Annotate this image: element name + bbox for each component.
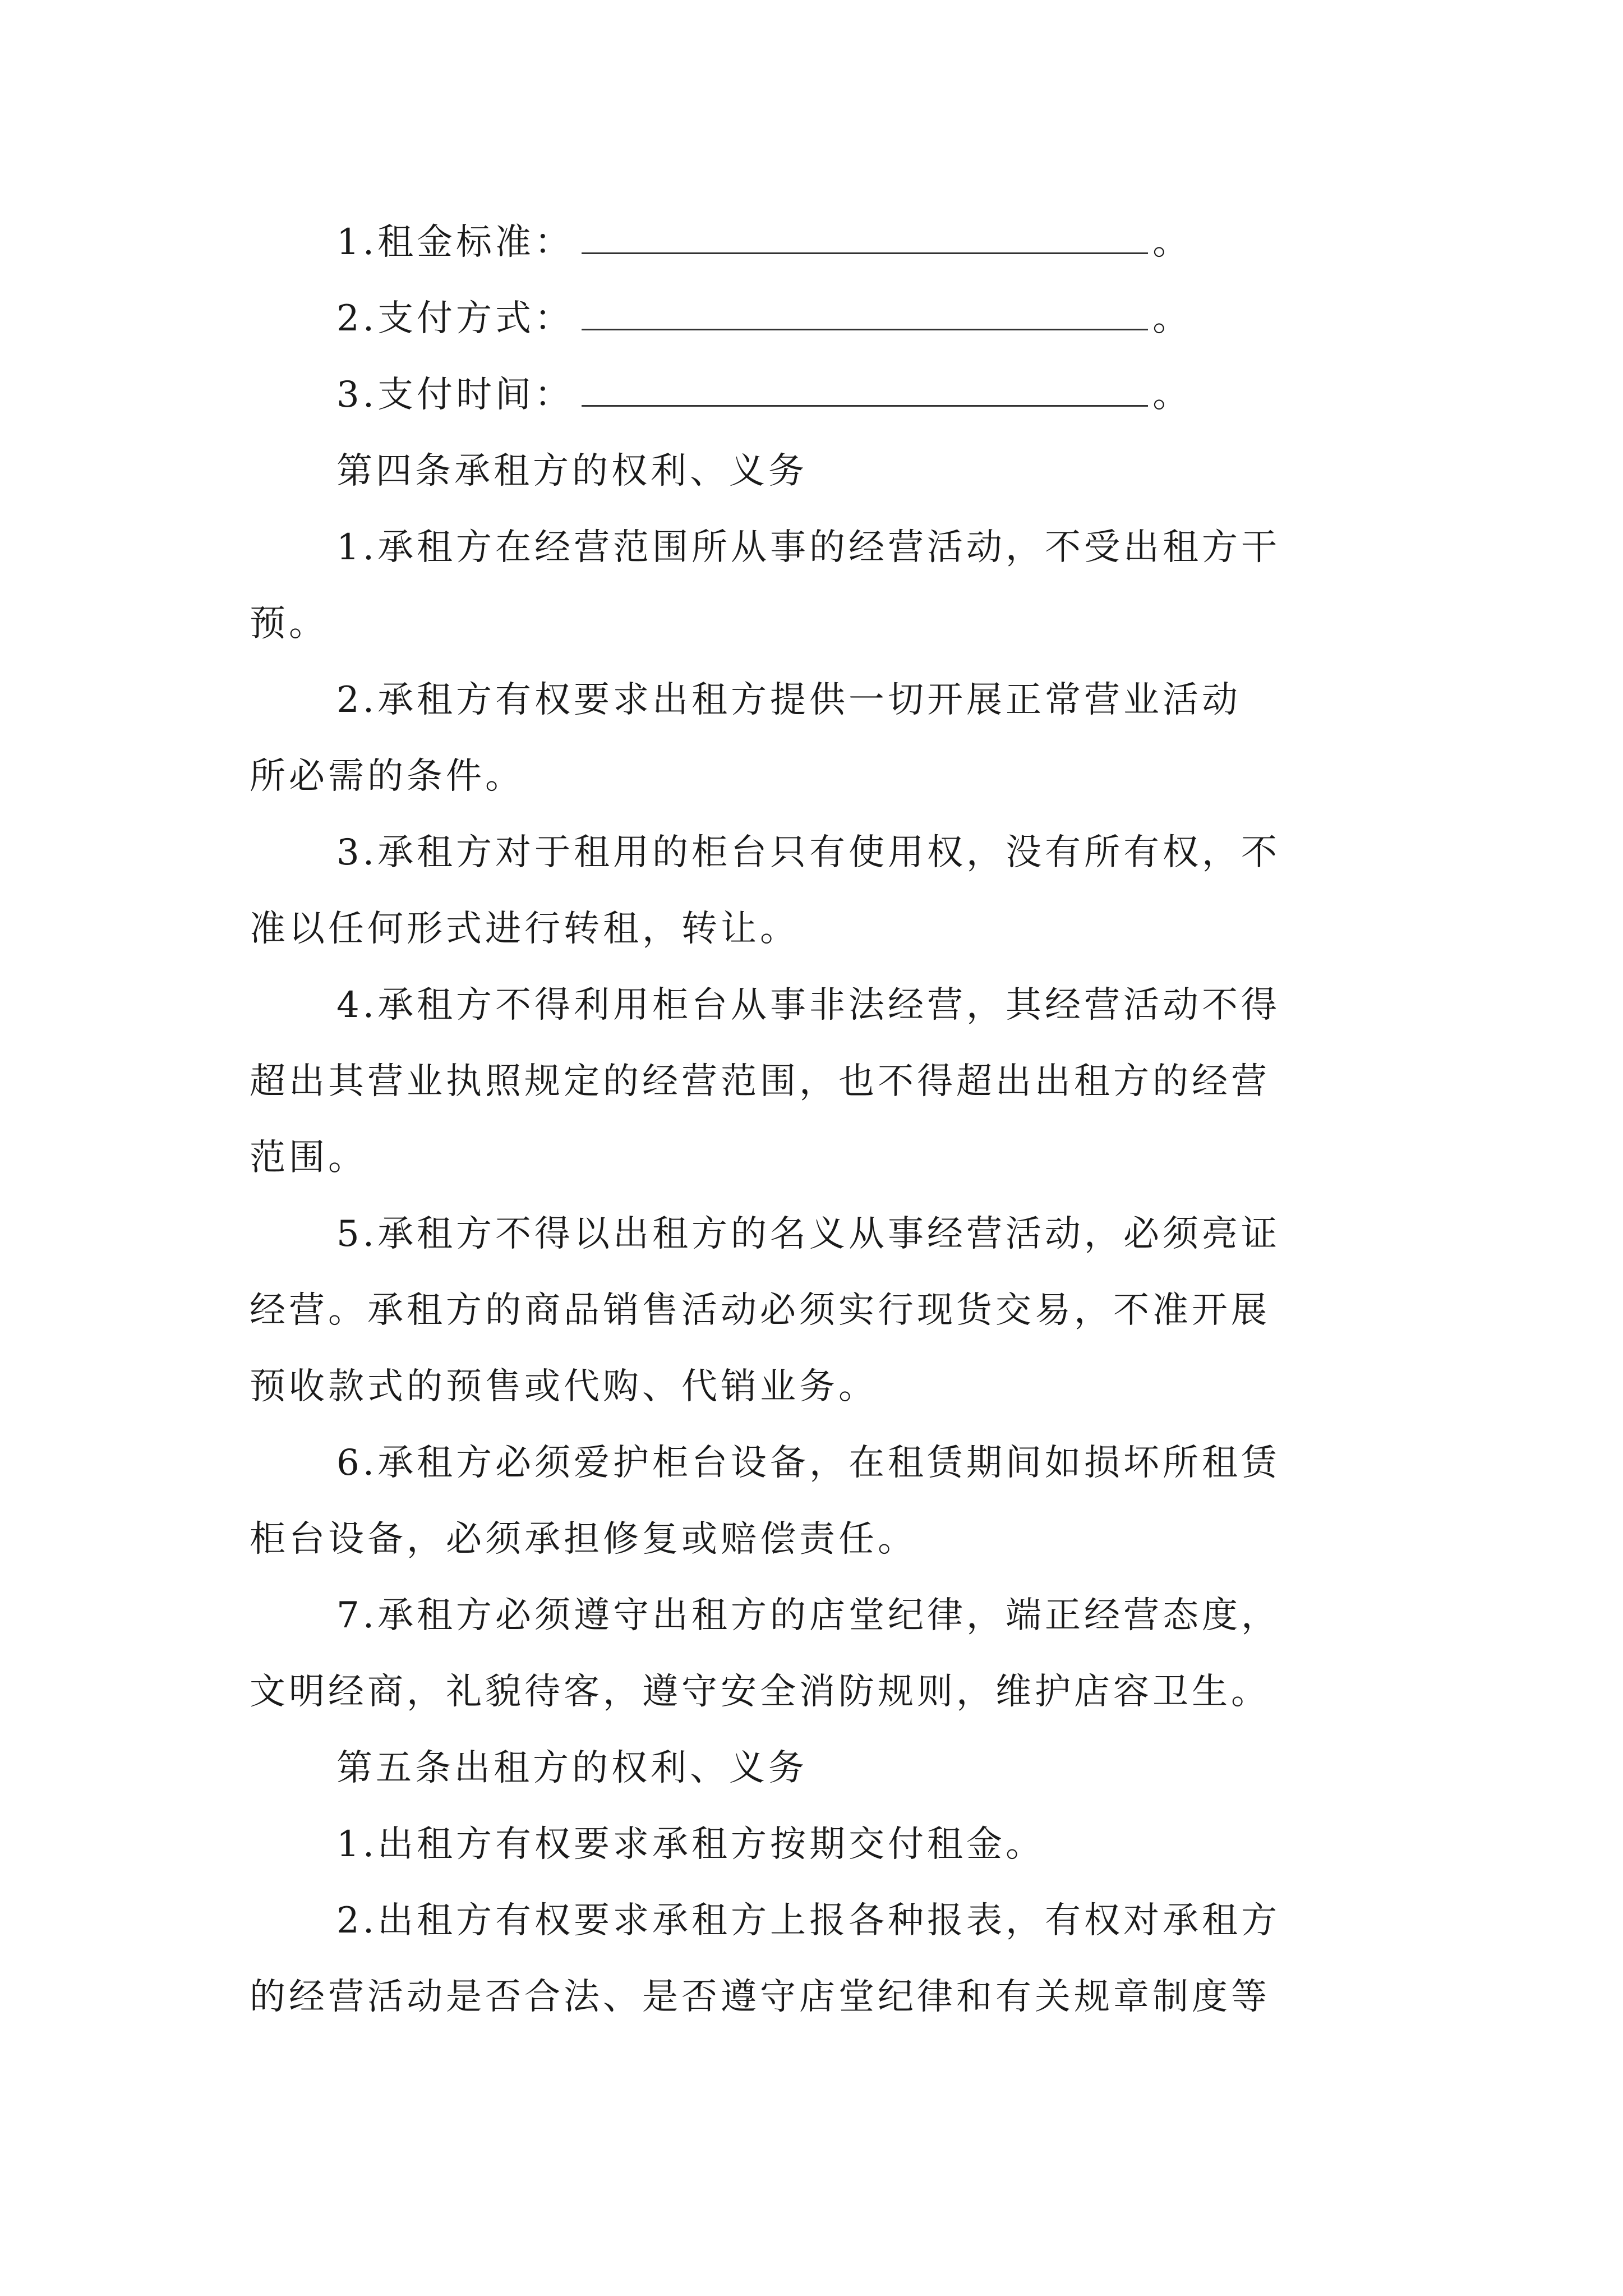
paragraph-line: 2.出租方有权要求承租方上报各种报表，有权对承租方 <box>336 1900 1281 1941</box>
payment-time-line <box>336 374 1192 416</box>
rent-standard-label: 1.租金标准： <box>336 222 574 263</box>
paragraph-line: 预。 <box>250 603 328 645</box>
paragraph-line: 4.承租方不得利用柜台从事非法经营，其经营活动不得 <box>336 984 1281 1026</box>
paragraph-line: 所必需的条件。 <box>250 756 524 797</box>
paragraph-line: 准以任何形式进行转租，转让。 <box>250 908 799 950</box>
payment-method-end: 。 <box>1152 298 1192 339</box>
paragraph-line: 6.承租方必须爱护柜台设备，在租赁期间如损坏所租赁 <box>336 1442 1281 1484</box>
payment-time-label: 3.支付时间： <box>336 374 574 416</box>
paragraph-line: 文明经商，礼貌待客，遵守安全消防规则，维护店容卫生。 <box>250 1671 1270 1713</box>
article-4-heading: 第四条承租方的权利、义务 <box>336 450 808 492</box>
payment-method-line <box>336 298 1192 339</box>
article-5-heading: 第五条出租方的权利、义务 <box>336 1747 808 1789</box>
paragraph-line: 7.承租方必须遵守出租方的店堂纪律，端正经营态度， <box>336 1595 1281 1636</box>
paragraph-line: 1.承租方在经营范围所从事的经营活动，不受出租方干 <box>336 527 1281 568</box>
paragraph-line: 预收款式的预售或代购、代销业务。 <box>250 1366 878 1407</box>
paragraph-line: 3.承租方对于租用的柜台只有使用权，没有所有权，不 <box>336 832 1281 873</box>
payment-method-blank[interactable] <box>582 325 1148 330</box>
paragraph-line: 2.承租方有权要求出租方提供一切开展正常营业活动 <box>336 679 1242 721</box>
rent-standard-line <box>336 222 1192 263</box>
paragraph-line: 的经营活动是否合法、是否遵守店堂纪律和有关规章制度等 <box>250 1976 1270 2018</box>
paragraph-line: 1.出租方有权要求承租方按期交付租金。 <box>336 1824 1045 1865</box>
payment-time-end: 。 <box>1152 374 1192 416</box>
rent-standard-end: 。 <box>1152 222 1192 263</box>
paragraph-line: 柜台设备，必须承担修复或赔偿责任。 <box>250 1519 917 1560</box>
paragraph-line: 经营。承租方的商品销售活动必须实行现货交易，不准开展 <box>250 1290 1270 1331</box>
paragraph-line: 超出其营业执照规定的经营范围，也不得超出出租方的经营 <box>250 1061 1270 1102</box>
payment-time-blank[interactable] <box>582 402 1148 407</box>
paragraph-line: 范围。 <box>250 1137 367 1179</box>
payment-method-label: 2.支付方式： <box>336 298 574 339</box>
rent-standard-blank[interactable] <box>582 249 1148 254</box>
paragraph-line: 5.承租方不得以出租方的名义从事经营活动，必须亮证 <box>336 1213 1281 1255</box>
